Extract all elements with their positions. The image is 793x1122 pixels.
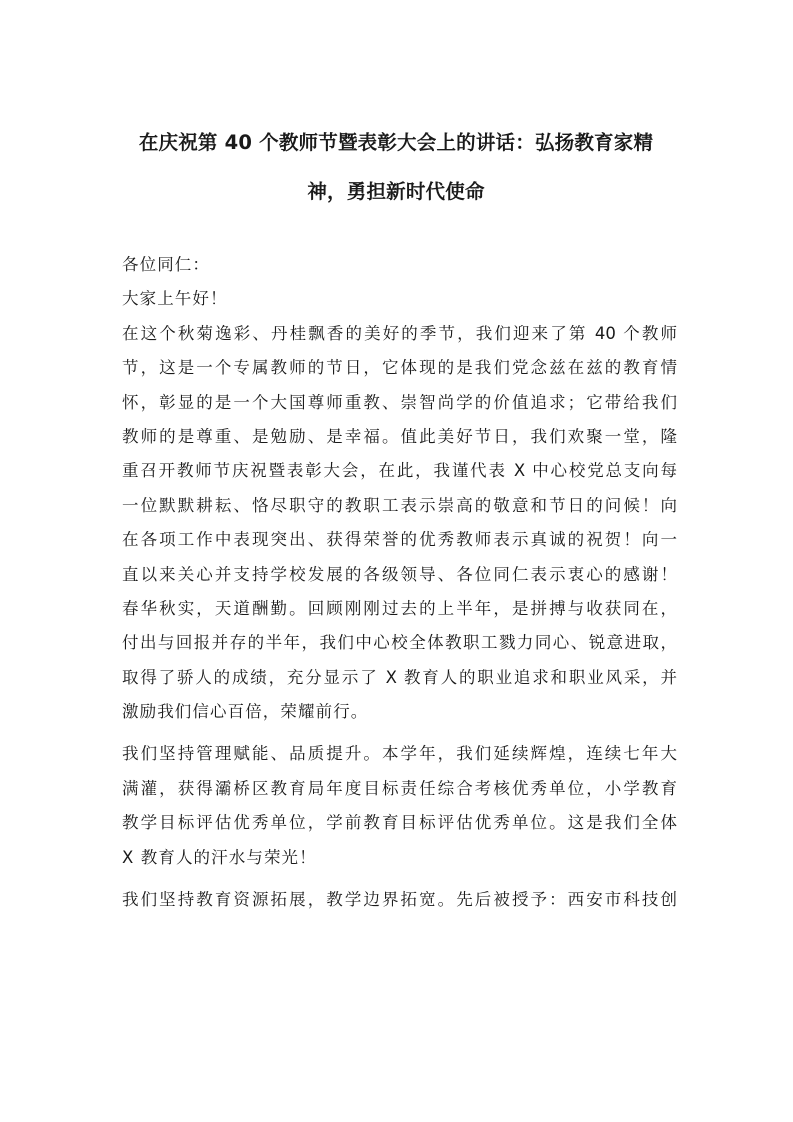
paragraph-line: 满灌，获得灞桥区教育局年度目标责任综合考核优秀单位，小学教育 [122, 778, 677, 798]
document-body [122, 248, 677, 917]
paragraph-gap [122, 875, 677, 883]
paragraph-line: 激励我们信心百倍，荣耀前行。 [122, 702, 369, 722]
document-title-line-2: 神，勇担新时代使命 [307, 180, 485, 203]
paragraph-line: 教师的是尊重、是勉励、是幸福。值此美好节日，我们欢聚一堂，隆 [122, 426, 677, 446]
paragraph-line: 在各项工作中表现突出、获得荣誉的优秀教师表示真诚的祝贺！向一 [122, 530, 677, 550]
paragraph-line: 怀，彰显的是一个大国尊师重教、崇智尚学的价值追求；它带给我们 [122, 392, 677, 412]
paragraph-line: 教学目标评估优秀单位，学前教育目标评估优秀单位。这是我们全体 [122, 813, 677, 833]
paragraph-4 [122, 883, 677, 917]
paragraph-line: 我们坚持教育资源拓展，教学边界拓宽。先后被授予：西安市科技创 [122, 890, 677, 910]
paragraph-line: X 教育人的汗水与荣光！ [122, 847, 317, 867]
greeting: 大家上午好！ [122, 289, 228, 309]
paragraph-gap [122, 729, 677, 737]
paragraph-line: 节，这是一个专属教师的节日，它体现的是我们党念兹在兹的教育情 [122, 358, 677, 378]
paragraph-line: 重召开教师节庆祝暨表彰大会，在此，我谨代表 X 中心校党总支向每 [122, 461, 677, 481]
paragraph-1 [122, 317, 677, 592]
document-title-line-1: 在庆祝第 40 个教师节暨表彰大会上的讲话：弘扬教育家精 [138, 131, 654, 154]
paragraph-3 [122, 737, 677, 875]
salutation: 各位同仁： [122, 255, 210, 274]
paragraph-line: 我们坚持管理赋能、品质提升。本学年，我们延续辉煌，连续七年大 [122, 744, 677, 764]
paragraph-2 [122, 592, 677, 730]
paragraph-line: 一位默默耕耘、恪尽职守的教职工表示崇高的敬意和节日的问候！向 [122, 495, 677, 515]
paragraph-line: 在这个秋菊逸彩、丹桂飘香的美好的季节，我们迎来了第 40 个教师 [122, 323, 677, 343]
paragraph-line: 春华秋实，天道酬勤。回顾刚刚过去的上半年，是拼搏与收获同在， [122, 598, 677, 618]
paragraph-line: 付出与回报并存的半年，我们中心校全体教职工戮力同心、锐意进取， [122, 633, 677, 653]
paragraph-line: 直以来关心并支持学校发展的各级领导、各位同仁表示衷心的感谢！ [122, 564, 677, 584]
paragraph-line: 取得了骄人的成绩，充分显示了 X 教育人的职业追求和职业风采，并 [122, 667, 677, 687]
